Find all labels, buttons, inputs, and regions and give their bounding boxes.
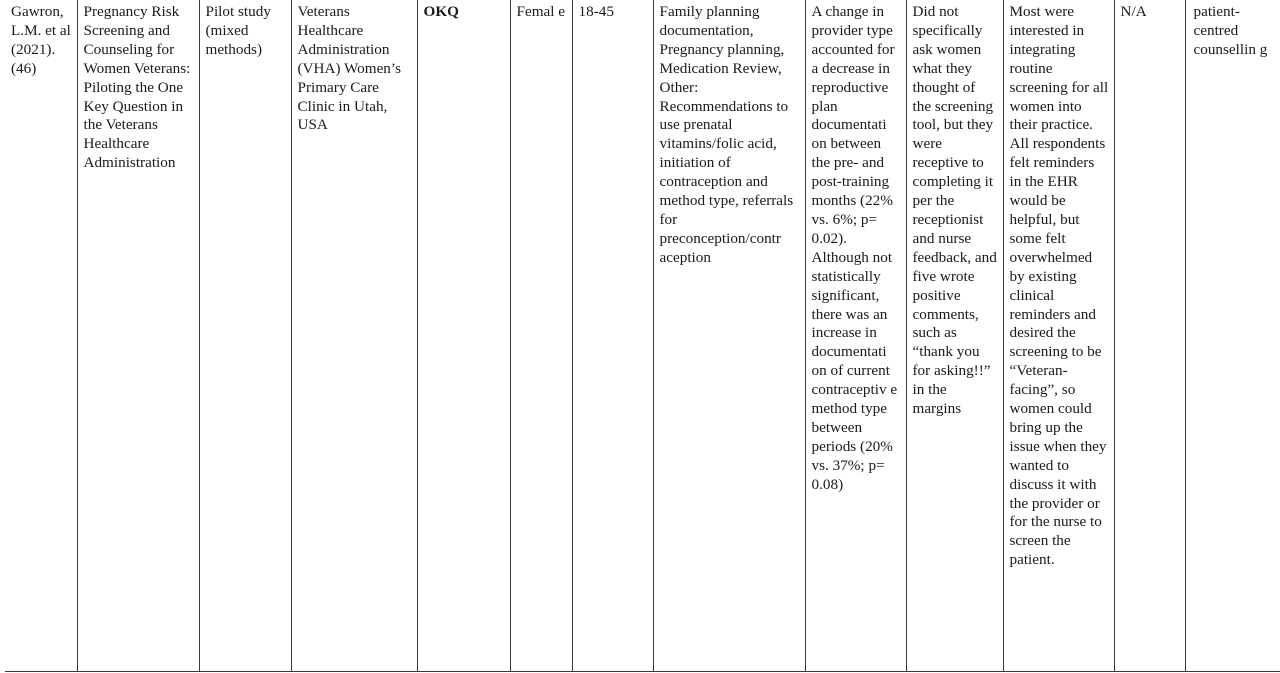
- results-cell: A change in provider type accounted for a decrease in reproductive plan documentati on between the pre- and post-training months (22% vs. 6%; p= 0.02). Although not statistically significant, there was an increase in documentati on of current contraceptiv e method type between periods (20% vs. 37%; p= 0.08): [805, 0, 906, 672]
- author-cell: Gawron, L.M. et al (2021). (46): [5, 0, 77, 672]
- intervention-cell: OKQ: [417, 0, 510, 672]
- theme-cell: patient-centred counsellin g: [1185, 0, 1280, 672]
- women-perspective-cell: Did not specifically ask women what they thought of the screening tool, but they were receptive to completing it per the receptionist and nurse feedback, and five wrote positive comments, such as “thank you for asking!!” in the margins: [906, 0, 1003, 672]
- age-cell: 18-45: [572, 0, 653, 672]
- table-row: [5, 0, 1280, 672]
- setting-cell: Veterans Healthcare Administration (VHA) Women’s Primary Care Clinic in Utah, USA: [291, 0, 417, 672]
- evidence-table: [5, 0, 1280, 672]
- na-cell: N/A: [1114, 0, 1185, 672]
- title-cell: Pregnancy Risk Screening and Counseling for Women Veterans: Piloting the One Key Question in the Veterans Healthcare Administration: [77, 0, 199, 672]
- provider-perspective-cell: Most were interested in integrating routine screening for all women into their practice. All respondents felt reminders in the EHR would be helpful, but some felt overwhelmed by existing clinical reminders and desired the screening to be “Veteran-facing”, so women could bring up the issue when they wanted to discuss it with the provider or for the nurse to screen the patient.: [1003, 0, 1114, 672]
- sex-cell: Femal e: [510, 0, 572, 672]
- outcomes-cell: Family planning documentation, Pregnancy planning, Medication Review, Other: Recommendations to use prenatal vitamins/folic acid, initiation of contraception and method type, referrals for preconception/contr aception: [653, 0, 805, 672]
- study-design-cell: Pilot study (mixed methods): [199, 0, 291, 672]
